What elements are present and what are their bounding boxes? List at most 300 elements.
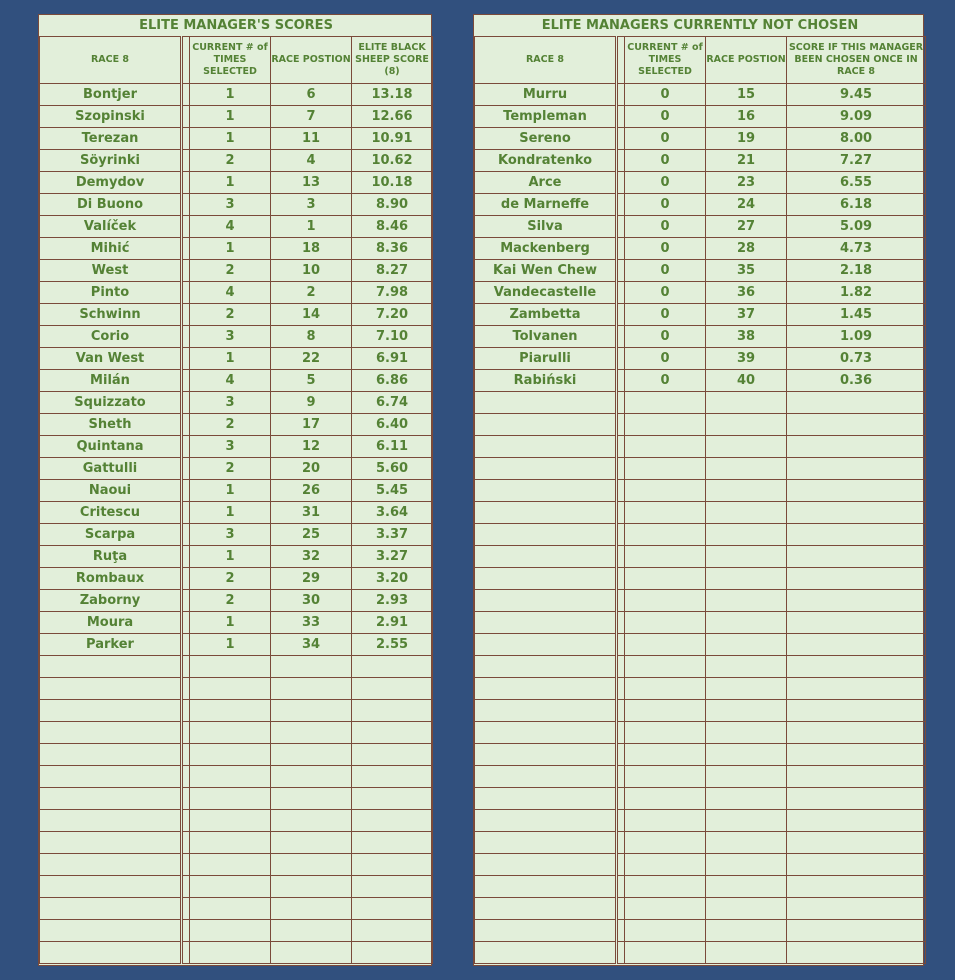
cell-name — [40, 788, 182, 810]
cell-race-position — [271, 876, 352, 898]
cell-score: 9.45 — [787, 84, 926, 106]
cell-name — [475, 920, 617, 942]
cell-race-position — [706, 480, 787, 502]
cell-name: Szopinski — [40, 106, 182, 128]
cell-name: Van West — [40, 348, 182, 370]
cell-race-position: 39 — [706, 348, 787, 370]
cell-spacer — [617, 524, 625, 546]
table-row — [40, 150, 433, 172]
table-row — [40, 458, 433, 480]
cell-spacer — [182, 722, 190, 744]
cell-spacer — [617, 810, 625, 832]
cell-spacer — [182, 480, 190, 502]
cell-spacer — [617, 326, 625, 348]
right-table-title: ELITE MANAGERS CURRENTLY NOT CHOSEN — [475, 15, 926, 37]
table-row — [475, 194, 926, 216]
cell-spacer — [617, 414, 625, 436]
cell-times-selected — [625, 722, 706, 744]
table-row — [475, 436, 926, 458]
cell-race-position: 34 — [271, 634, 352, 656]
cell-score: 12.66 — [352, 106, 433, 128]
cell-score — [787, 656, 926, 678]
cell-times-selected — [625, 414, 706, 436]
right-header-race-position: RACE POSTION — [706, 37, 787, 84]
cell-race-position: 16 — [706, 106, 787, 128]
table-row — [40, 810, 433, 832]
cell-race-position: 11 — [271, 128, 352, 150]
cell-race-position: 38 — [706, 326, 787, 348]
managers-not-chosen-panel — [473, 14, 924, 966]
cell-name — [475, 810, 617, 832]
cell-times-selected: 4 — [190, 370, 271, 392]
cell-spacer — [617, 304, 625, 326]
cell-times-selected: 3 — [190, 326, 271, 348]
right-table-body — [475, 84, 926, 964]
cell-name: Quintana — [40, 436, 182, 458]
cell-times-selected: 4 — [190, 216, 271, 238]
cell-times-selected: 1 — [190, 106, 271, 128]
table-row — [475, 392, 926, 414]
cell-race-position — [271, 722, 352, 744]
table-row — [40, 216, 433, 238]
table-row — [475, 942, 926, 964]
cell-score — [787, 436, 926, 458]
cell-spacer — [617, 766, 625, 788]
cell-spacer — [617, 260, 625, 282]
cell-score: 7.27 — [787, 150, 926, 172]
cell-score: 2.18 — [787, 260, 926, 282]
cell-race-position: 15 — [706, 84, 787, 106]
cell-name — [475, 612, 617, 634]
cell-race-position — [271, 832, 352, 854]
cell-spacer — [617, 876, 625, 898]
table-row — [475, 744, 926, 766]
cell-race-position — [706, 546, 787, 568]
table-row — [40, 480, 433, 502]
cell-race-position — [706, 876, 787, 898]
cell-name — [475, 480, 617, 502]
table-row — [475, 590, 926, 612]
table-row — [475, 480, 926, 502]
cell-race-position: 37 — [706, 304, 787, 326]
cell-times-selected: 1 — [190, 172, 271, 194]
cell-spacer — [182, 392, 190, 414]
table-row — [40, 920, 433, 942]
cell-score: 8.46 — [352, 216, 433, 238]
cell-name — [475, 436, 617, 458]
table-row — [475, 766, 926, 788]
cell-spacer — [617, 172, 625, 194]
cell-spacer — [617, 568, 625, 590]
cell-race-position — [706, 568, 787, 590]
cell-score — [787, 568, 926, 590]
cell-spacer — [182, 458, 190, 480]
table-row — [40, 84, 433, 106]
cell-name — [40, 920, 182, 942]
cell-name: Ruţa — [40, 546, 182, 568]
cell-race-position: 20 — [271, 458, 352, 480]
cell-spacer — [182, 788, 190, 810]
cell-race-position — [271, 810, 352, 832]
cell-times-selected: 2 — [190, 568, 271, 590]
right-header-race: RACE 8 — [475, 37, 617, 84]
cell-name — [475, 458, 617, 480]
cell-spacer — [617, 458, 625, 480]
cell-name: Schwinn — [40, 304, 182, 326]
cell-score — [787, 612, 926, 634]
table-row — [475, 414, 926, 436]
table-row — [40, 238, 433, 260]
cell-name: Corio — [40, 326, 182, 348]
cell-times-selected: 3 — [190, 392, 271, 414]
cell-name: Arce — [475, 172, 617, 194]
cell-spacer — [182, 744, 190, 766]
cell-spacer — [617, 392, 625, 414]
cell-name: Mihić — [40, 238, 182, 260]
cell-times-selected — [190, 766, 271, 788]
cell-score — [787, 414, 926, 436]
cell-spacer — [182, 612, 190, 634]
cell-score: 8.00 — [787, 128, 926, 150]
cell-score: 5.60 — [352, 458, 433, 480]
cell-name — [475, 942, 617, 964]
cell-score — [787, 700, 926, 722]
cell-name — [40, 854, 182, 876]
table-row — [40, 106, 433, 128]
cell-spacer — [182, 238, 190, 260]
cell-name — [40, 656, 182, 678]
cell-spacer — [182, 106, 190, 128]
cell-times-selected: 2 — [190, 260, 271, 282]
table-row — [475, 216, 926, 238]
cell-score — [787, 678, 926, 700]
cell-spacer — [182, 348, 190, 370]
cell-name — [475, 656, 617, 678]
cell-score — [787, 942, 926, 964]
table-row — [475, 788, 926, 810]
cell-spacer — [617, 854, 625, 876]
cell-times-selected: 4 — [190, 282, 271, 304]
cell-race-position — [271, 942, 352, 964]
cell-name: Zaborny — [40, 590, 182, 612]
cell-score: 5.09 — [787, 216, 926, 238]
cell-score: 1.82 — [787, 282, 926, 304]
cell-race-position: 17 — [271, 414, 352, 436]
cell-times-selected: 0 — [625, 216, 706, 238]
cell-score — [787, 546, 926, 568]
cell-name: Parker — [40, 634, 182, 656]
cell-score — [352, 832, 433, 854]
cell-race-position — [706, 634, 787, 656]
table-row — [475, 634, 926, 656]
cell-score — [787, 480, 926, 502]
cell-spacer — [617, 348, 625, 370]
cell-times-selected: 0 — [625, 304, 706, 326]
cell-race-position: 10 — [271, 260, 352, 282]
cell-score — [787, 744, 926, 766]
table-row — [40, 898, 433, 920]
cell-spacer — [617, 238, 625, 260]
cell-score — [352, 876, 433, 898]
table-row — [40, 612, 433, 634]
cell-spacer — [182, 326, 190, 348]
table-row — [475, 612, 926, 634]
right-header-spacer — [617, 37, 625, 84]
cell-name: Vandecastelle — [475, 282, 617, 304]
cell-name: Critescu — [40, 502, 182, 524]
cell-race-position — [271, 700, 352, 722]
cell-spacer — [182, 282, 190, 304]
cell-name — [40, 942, 182, 964]
cell-times-selected: 1 — [190, 612, 271, 634]
cell-times-selected — [625, 898, 706, 920]
cell-score — [352, 722, 433, 744]
cell-score: 6.40 — [352, 414, 433, 436]
table-row — [40, 304, 433, 326]
cell-spacer — [182, 656, 190, 678]
table-row — [40, 678, 433, 700]
table-row — [475, 260, 926, 282]
cell-race-position: 32 — [271, 546, 352, 568]
cell-spacer — [182, 502, 190, 524]
cell-score — [352, 656, 433, 678]
cell-spacer — [617, 194, 625, 216]
cell-spacer — [182, 766, 190, 788]
cell-race-position: 24 — [706, 194, 787, 216]
cell-race-position — [706, 524, 787, 546]
cell-name: Terezan — [40, 128, 182, 150]
cell-race-position — [706, 854, 787, 876]
table-row — [40, 436, 433, 458]
cell-spacer — [182, 304, 190, 326]
cell-spacer — [617, 84, 625, 106]
cell-race-position: 5 — [271, 370, 352, 392]
cell-score: 13.18 — [352, 84, 433, 106]
cell-times-selected — [190, 744, 271, 766]
cell-spacer — [182, 810, 190, 832]
cell-spacer — [182, 370, 190, 392]
cell-name — [475, 590, 617, 612]
cell-name: Murru — [475, 84, 617, 106]
cell-race-position: 26 — [271, 480, 352, 502]
cell-spacer — [617, 502, 625, 524]
cell-times-selected — [625, 502, 706, 524]
cell-name: Milán — [40, 370, 182, 392]
cell-spacer — [182, 832, 190, 854]
cell-name — [475, 700, 617, 722]
cell-times-selected: 2 — [190, 414, 271, 436]
left-table-body — [40, 84, 433, 964]
cell-race-position — [706, 920, 787, 942]
cell-score — [787, 854, 926, 876]
cell-race-position: 12 — [271, 436, 352, 458]
cell-spacer — [617, 634, 625, 656]
left-header-race: RACE 8 — [40, 37, 182, 84]
cell-spacer — [182, 260, 190, 282]
table-row — [475, 700, 926, 722]
table-row — [40, 766, 433, 788]
cell-score — [352, 810, 433, 832]
cell-name: de Marneffe — [475, 194, 617, 216]
cell-times-selected — [625, 832, 706, 854]
table-row — [475, 106, 926, 128]
table-row — [475, 282, 926, 304]
cell-score: 2.91 — [352, 612, 433, 634]
cell-race-position — [706, 810, 787, 832]
cell-score: 3.64 — [352, 502, 433, 524]
table-row — [40, 876, 433, 898]
cell-score: 6.74 — [352, 392, 433, 414]
table-row — [40, 942, 433, 964]
table-row — [475, 810, 926, 832]
cell-spacer — [182, 590, 190, 612]
cell-race-position: 25 — [271, 524, 352, 546]
cell-spacer — [182, 216, 190, 238]
cell-race-position: 22 — [271, 348, 352, 370]
cell-name: Söyrinki — [40, 150, 182, 172]
cell-score: 8.27 — [352, 260, 433, 282]
cell-race-position: 8 — [271, 326, 352, 348]
cell-name — [475, 744, 617, 766]
cell-times-selected — [625, 568, 706, 590]
cell-race-position — [271, 788, 352, 810]
cell-times-selected — [625, 854, 706, 876]
cell-times-selected — [190, 810, 271, 832]
cell-name: Demydov — [40, 172, 182, 194]
cell-name: Zambetta — [475, 304, 617, 326]
cell-name: Bontjer — [40, 84, 182, 106]
cell-name — [475, 788, 617, 810]
cell-spacer — [617, 700, 625, 722]
table-row — [475, 370, 926, 392]
cell-score — [787, 392, 926, 414]
cell-score: 6.18 — [787, 194, 926, 216]
cell-times-selected — [625, 480, 706, 502]
cell-score: 4.73 — [787, 238, 926, 260]
table-row — [40, 722, 433, 744]
cell-spacer — [182, 150, 190, 172]
left-header-score: ELITE BLACK SHEEP SCORE (8) — [352, 37, 433, 84]
cell-score: 2.93 — [352, 590, 433, 612]
cell-name — [40, 810, 182, 832]
cell-name — [40, 766, 182, 788]
cell-name — [475, 392, 617, 414]
cell-times-selected: 0 — [625, 84, 706, 106]
cell-times-selected: 3 — [190, 436, 271, 458]
cell-spacer — [617, 546, 625, 568]
cell-spacer — [617, 832, 625, 854]
cell-race-position: 19 — [706, 128, 787, 150]
cell-times-selected: 3 — [190, 194, 271, 216]
cell-name: Silva — [475, 216, 617, 238]
cell-name — [475, 568, 617, 590]
cell-spacer — [182, 898, 190, 920]
cell-times-selected: 0 — [625, 238, 706, 260]
cell-times-selected — [190, 876, 271, 898]
table-row — [40, 590, 433, 612]
cell-spacer — [617, 788, 625, 810]
table-row — [40, 326, 433, 348]
cell-name — [40, 898, 182, 920]
cell-race-position — [706, 436, 787, 458]
table-row — [475, 832, 926, 854]
cell-spacer — [182, 84, 190, 106]
table-row — [40, 546, 433, 568]
cell-spacer — [617, 942, 625, 964]
cell-race-position: 13 — [271, 172, 352, 194]
cell-times-selected: 1 — [190, 502, 271, 524]
cell-spacer — [617, 744, 625, 766]
cell-times-selected — [625, 656, 706, 678]
cell-times-selected — [625, 524, 706, 546]
table-row — [40, 524, 433, 546]
cell-name: Kondratenko — [475, 150, 617, 172]
table-row — [40, 744, 433, 766]
cell-spacer — [182, 920, 190, 942]
cell-race-position — [706, 414, 787, 436]
cell-spacer — [617, 898, 625, 920]
cell-score — [352, 920, 433, 942]
cell-name: Sereno — [475, 128, 617, 150]
cell-times-selected — [625, 920, 706, 942]
cell-times-selected: 1 — [190, 634, 271, 656]
cell-name — [475, 766, 617, 788]
cell-spacer — [182, 700, 190, 722]
cell-score: 8.90 — [352, 194, 433, 216]
cell-name — [475, 678, 617, 700]
cell-spacer — [182, 568, 190, 590]
cell-times-selected: 2 — [190, 150, 271, 172]
cell-name — [475, 832, 617, 854]
cell-race-position — [271, 920, 352, 942]
cell-times-selected — [190, 678, 271, 700]
left-header-race-position: RACE POSTION — [271, 37, 352, 84]
cell-race-position: 30 — [271, 590, 352, 612]
cell-times-selected — [190, 942, 271, 964]
cell-score: 1.09 — [787, 326, 926, 348]
table-row — [40, 260, 433, 282]
cell-race-position: 18 — [271, 238, 352, 260]
cell-race-position: 23 — [706, 172, 787, 194]
cell-times-selected — [190, 832, 271, 854]
cell-name — [40, 678, 182, 700]
cell-name: Sheth — [40, 414, 182, 436]
left-header-spacer — [182, 37, 190, 84]
cell-spacer — [617, 216, 625, 238]
cell-name — [40, 722, 182, 744]
cell-race-position — [706, 678, 787, 700]
cell-spacer — [182, 854, 190, 876]
cell-times-selected — [625, 810, 706, 832]
cell-name — [475, 898, 617, 920]
cell-spacer — [182, 546, 190, 568]
cell-race-position — [706, 942, 787, 964]
cell-name: Valíček — [40, 216, 182, 238]
cell-times-selected: 1 — [190, 480, 271, 502]
cell-score — [352, 942, 433, 964]
cell-spacer — [617, 722, 625, 744]
table-row — [40, 788, 433, 810]
cell-score: 10.18 — [352, 172, 433, 194]
cell-race-position — [706, 656, 787, 678]
table-row — [475, 502, 926, 524]
cell-times-selected: 0 — [625, 326, 706, 348]
cell-name — [475, 524, 617, 546]
cell-spacer — [182, 436, 190, 458]
cell-times-selected: 1 — [190, 84, 271, 106]
cell-name: Scarpa — [40, 524, 182, 546]
table-row — [475, 524, 926, 546]
